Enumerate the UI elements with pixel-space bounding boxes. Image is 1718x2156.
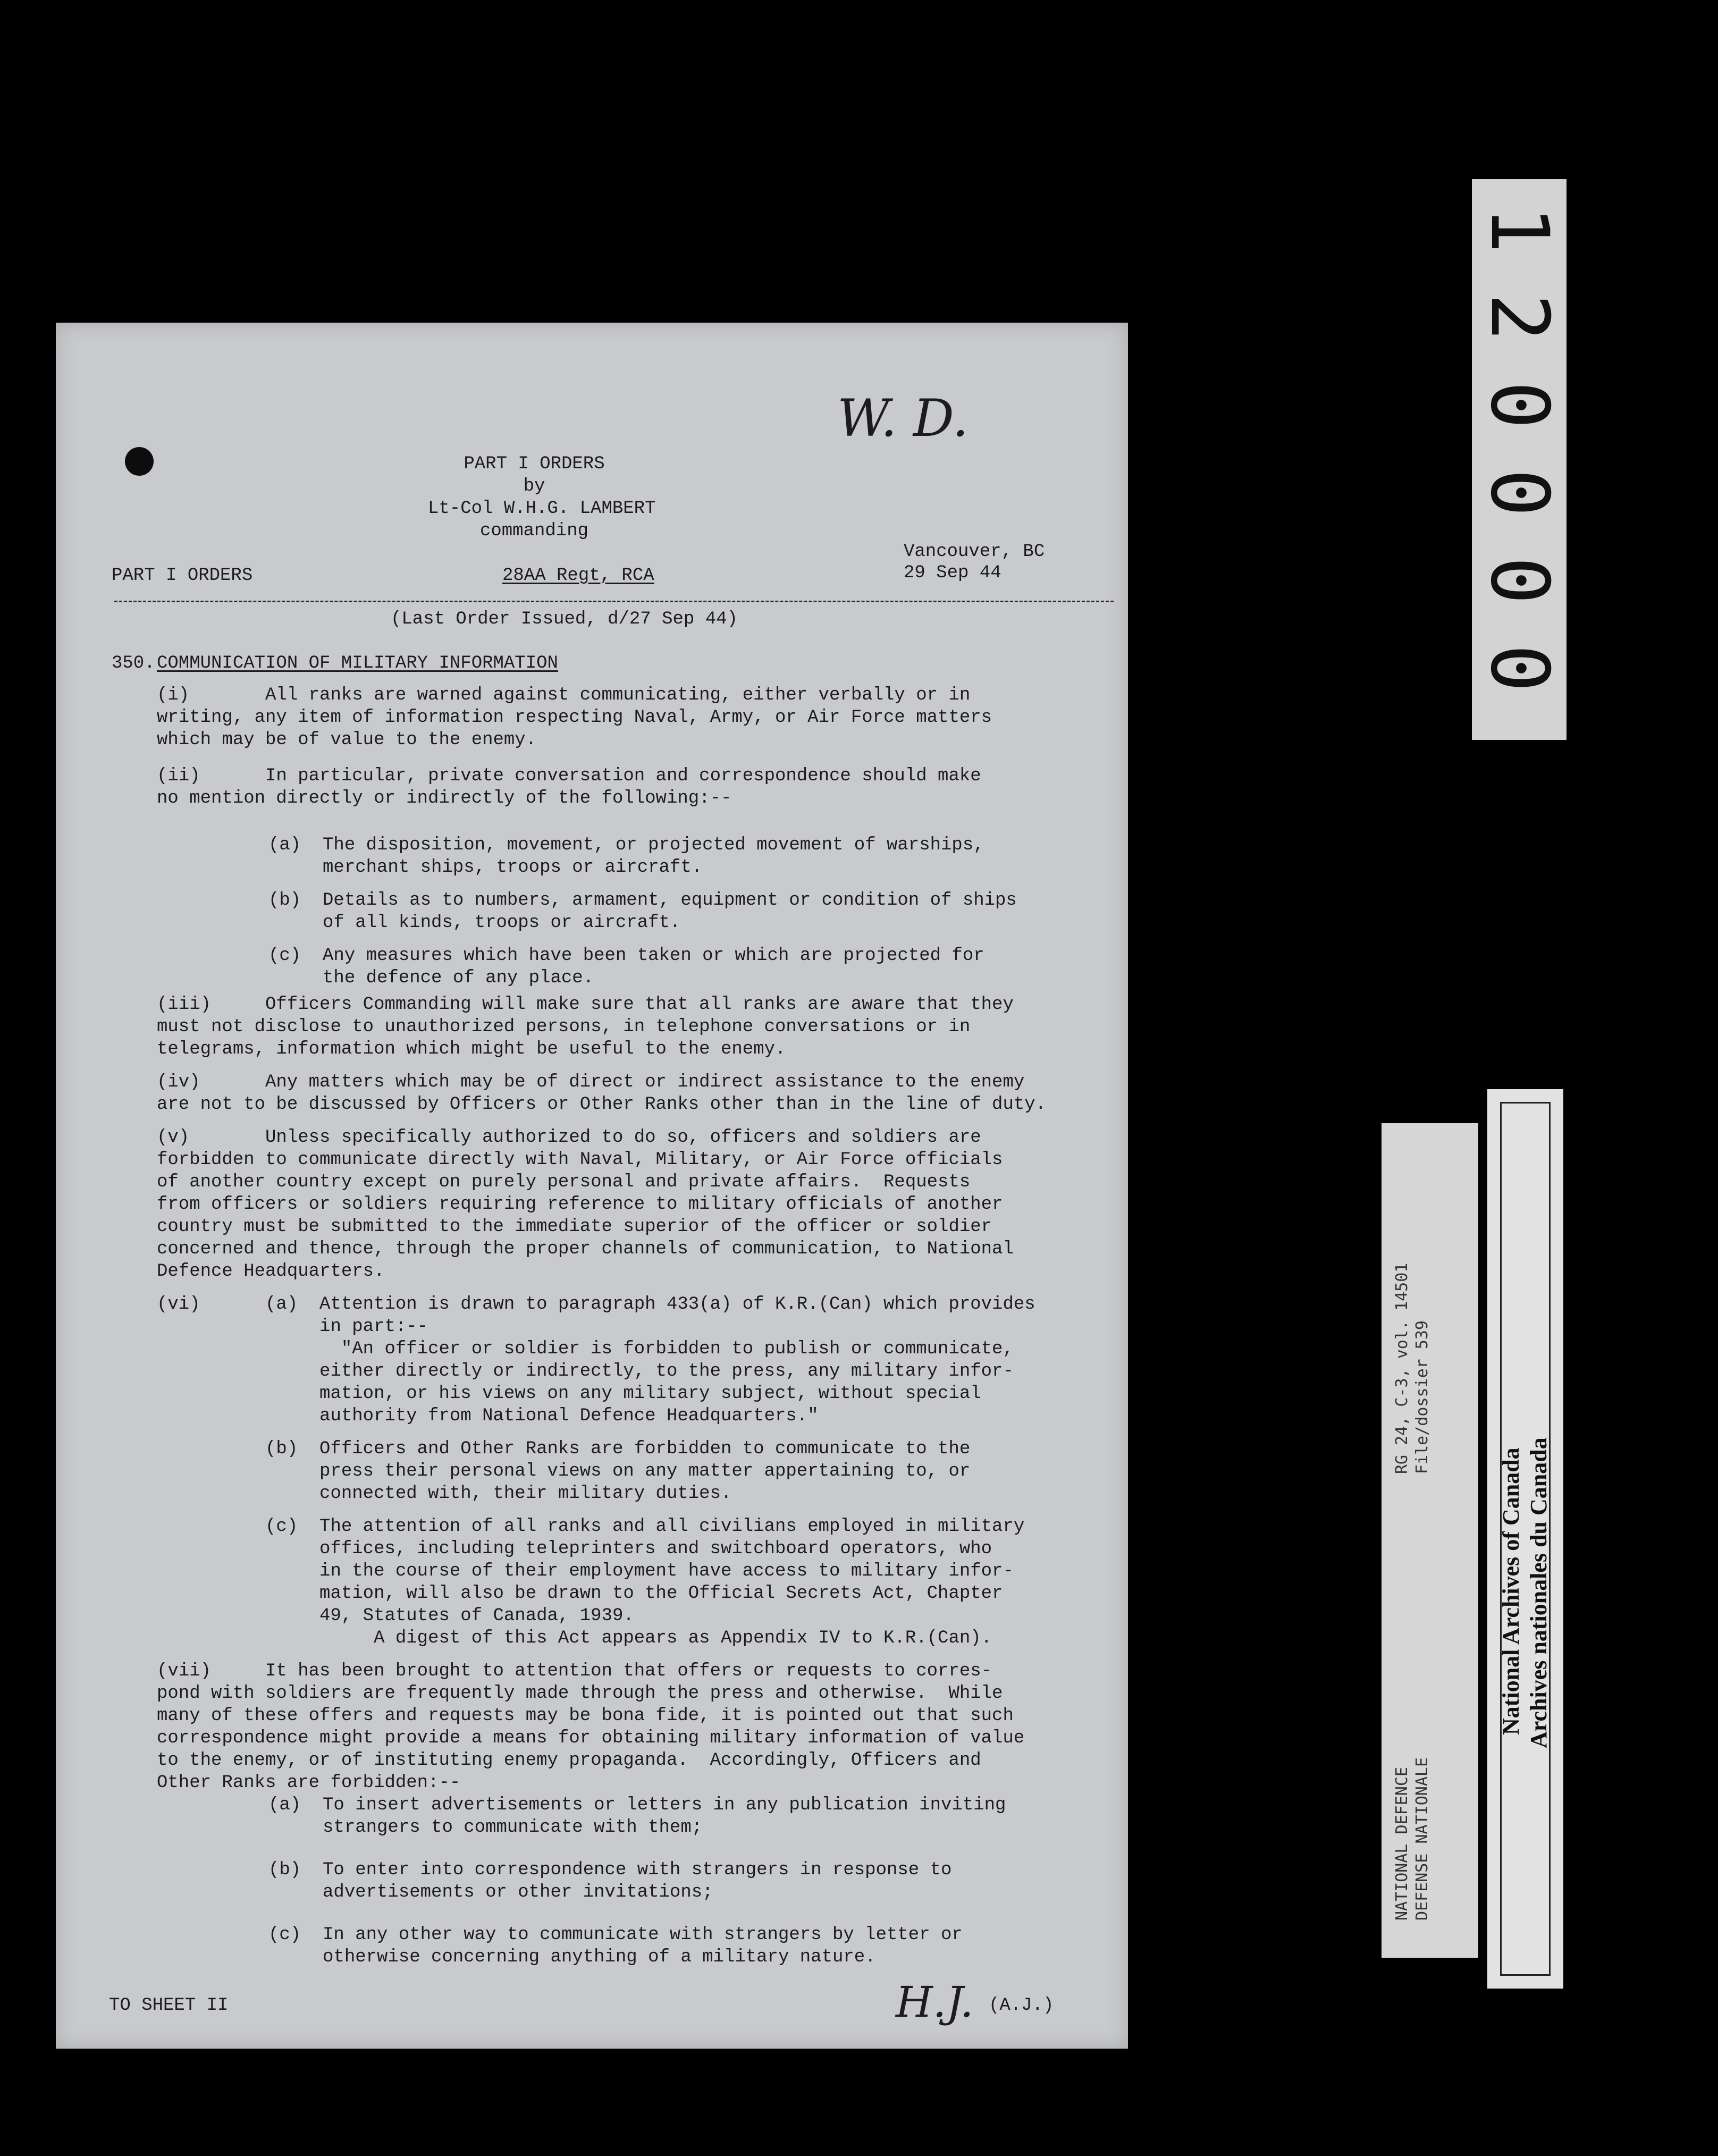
last-order-note: (Last Order Issued, d/27 Sep 44) [391, 609, 738, 629]
section-title: COMMUNICATION OF MILITARY INFORMATION [157, 653, 558, 673]
body-line: press their personal views on any matter appertaining to, or [157, 1461, 971, 1481]
header-officer: Lt-Col W.H.G. LAMBERT [428, 499, 656, 519]
header-date: 29 Sep 44 [904, 563, 1001, 583]
archive-label-fr: Archives nationales du Canada [1526, 1437, 1552, 1748]
body-line: many of these offers and requests may be bona fide, it is pointed out that such [157, 1706, 1014, 1726]
body-line: mation, will also be drawn to the Official Secrets Act, Chapter [157, 1584, 1003, 1604]
header-place: Vancouver, BC [904, 542, 1045, 562]
body-line: (v) Unless specifically authorized to do so, officers and soldiers are [157, 1127, 981, 1148]
body-line: (a) The disposition, movement, or projected movement of warships, [268, 835, 984, 855]
body-line: the defence of any place. [268, 968, 594, 988]
body-line: must not disclose to unauthorized persons, in telephone conversations or in [157, 1017, 971, 1037]
body-line: (b) To enter into correspondence with strangers in response to [268, 1860, 952, 1880]
frame-number-strip [1472, 179, 1567, 740]
body-line: Defence Headquarters. [157, 1261, 385, 1282]
body-line: "An officer or soldier is forbidden to publish or communicate, [157, 1339, 1014, 1359]
body-line: either directly or indirectly, to the press, any military infor- [157, 1361, 1014, 1382]
body-line: (i) All ranks are warned against communicating, either verbally or in [157, 685, 971, 705]
frame-digit: 0 [1473, 468, 1565, 517]
body-line: from officers or soldiers requiring reference to military officials of another [157, 1194, 1003, 1215]
initials: (A.J.) [989, 1995, 1054, 2016]
body-line: (b) Officers and Other Ranks are forbidden to communicate to the [157, 1439, 971, 1459]
body-line: (iv) Any matters which may be of direct or indirect assistance to the enemy [157, 1072, 1025, 1092]
body-line: offices, including teleprinters and switchboard operators, who [157, 1539, 992, 1559]
handwritten-mark: W. D. [837, 389, 969, 448]
body-line: (c) In any other way to communicate with strangers by letter or [268, 1925, 963, 1945]
header-by: by [523, 476, 545, 496]
body-line: (b) Details as to numbers, armament, equipment or condition of ships [268, 890, 1017, 911]
body-line: (vi) (a) Attention is drawn to paragraph 433(a) of K.R.(Can) which provides [157, 1294, 1035, 1315]
ref-line: RG 24, C-3, vol. 14501 [1393, 1262, 1411, 1474]
ref-line: DEFENSE NATIONALE [1413, 1757, 1431, 1921]
body-line: correspondence might provide a means for obtaining military information of value [157, 1728, 1025, 1748]
ref-line: File/dossier 539 [1413, 1320, 1431, 1474]
body-line: (c) The attention of all ranks and all civilians employed in military [157, 1517, 1025, 1537]
body-line: mation, or his views on any military subject, without special [157, 1384, 981, 1404]
body-line: (ii) In particular, private conversation and correspondence should make [157, 766, 981, 786]
frame-digit: 0 [1473, 381, 1565, 429]
document-page [56, 323, 1128, 2049]
body-line: concerned and thence, through the proper channels of communication, to National [157, 1239, 1014, 1259]
body-line: connected with, their military duties. [157, 1484, 732, 1504]
body-line: (c) Any measures which have been taken or which are projected for [268, 946, 984, 966]
body-line: 49, Statutes of Canada, 1939. [157, 1606, 634, 1626]
body-line: of another country except on purely personal and private affairs. Requests [157, 1172, 971, 1192]
frame-digit: 0 [1473, 556, 1565, 605]
body-line: (iii) Officers Commanding will make sure that all ranks are aware that they [157, 995, 1014, 1015]
body-line: forbidden to communicate directly with Naval, Military, or Air Force officials [157, 1150, 1003, 1170]
body-line: in part:-- [157, 1317, 428, 1337]
archive-reference-strip [1382, 1123, 1478, 1958]
signature: H.J. [896, 1977, 974, 2027]
body-line: Other Ranks are forbidden:-- [157, 1773, 461, 1793]
body-line: telegrams, information which might be useful to the enemy. [157, 1039, 786, 1059]
body-line: merchant ships, troops or aircraft. [268, 857, 703, 878]
archive-label-en: National Archives of Canada [1498, 1447, 1524, 1735]
body-line: advertisements or other invitations; [268, 1882, 713, 1902]
body-line: A digest of this Act appears as Appendix IV to K.R.(Can). [157, 1628, 992, 1648]
body-line: which may be of value to the enemy. [157, 730, 537, 750]
unit-name: 28AA Regt, RCA [502, 566, 654, 586]
body-line: otherwise concerning anything of a military nature. [268, 1947, 876, 1967]
frame-digit: 1 [1473, 205, 1565, 254]
body-line: no mention directly or indirectly of the following:-- [157, 788, 732, 809]
body-line: are not to be discussed by Officers or Other Ranks other than in the line of duty. [157, 1094, 1047, 1115]
body-line: authority from National Defence Headquarters." [157, 1406, 819, 1426]
section-number: 350. [112, 653, 155, 673]
divider-rule [114, 601, 1114, 602]
body-line: in the course of their employment have access to military infor- [157, 1561, 1014, 1581]
body-line: (vii) It has been brought to attention that offers or requests to corres- [157, 1661, 992, 1681]
ref-line: NATIONAL DEFENCE [1393, 1767, 1411, 1921]
body-line: strangers to communicate with them; [268, 1817, 703, 1838]
archive-label-strip [1487, 1089, 1563, 1989]
frame-digit: 0 [1473, 644, 1565, 693]
frame-digit: 2 [1473, 293, 1565, 342]
body-line: of all kinds, troops or aircraft. [268, 913, 681, 933]
continuation-note: TO SHEET II [109, 1995, 229, 2016]
left-label: PART I ORDERS [112, 566, 253, 586]
punch-hole [125, 447, 154, 476]
header-title: PART I ORDERS [464, 454, 605, 474]
body-line: pond with soldiers are frequently made through the press and otherwise. While [157, 1683, 1003, 1704]
header-commanding: commanding [479, 521, 589, 541]
body-line: writing, any item of information respecting Naval, Army, or Air Force matters [157, 708, 992, 728]
body-line: country must be submitted to the immediate superior of the officer or soldier [157, 1217, 992, 1237]
body-line: to the enemy, or of instituting enemy propaganda. Accordingly, Officers and [157, 1750, 981, 1771]
body-line: (a) To insert advertisements or letters in any publication inviting [268, 1795, 1006, 1815]
